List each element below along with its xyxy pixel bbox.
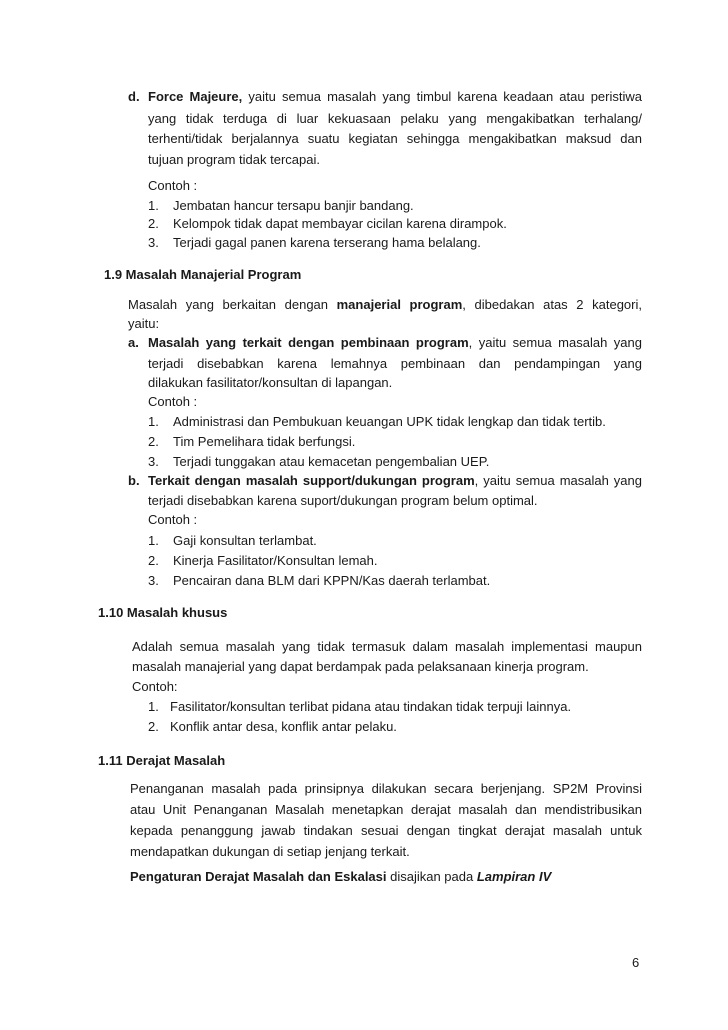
item-b-example-2: 2. Kinerja Fasilitator/Konsultan lemah. (148, 553, 378, 568)
item-a-line-3: dilakukan fasilitator/konsultan di lapangan. (148, 375, 393, 390)
item-a-example-3: 3. Terjadi tunggakan atau kemacetan pengembalian UEP. (148, 454, 490, 469)
section-1-10-example-1: 1. Fasilitator/konsultan terlibat pidana atau tindakan tidak terpuji lainnya. (148, 699, 572, 714)
item-b-example-label: Contoh : (148, 512, 198, 527)
item-a-example-1: 1. Administrasi dan Pembukuan keuangan UPK tidak lengkap dan tidak tertib. (148, 414, 606, 429)
item-d-line-4: tujuan program tidak tercapai. (148, 152, 320, 167)
section-1-10-example-label: Contoh: (132, 679, 178, 694)
section-1-9-intro-line-1: Masalah yang berkaitan dengan manajerial program, dibedakan atas 2 kategori, (128, 297, 642, 312)
item-d-example-2: 2. Kelompok tidak dapat membayar cicilan karena dirampok. (148, 216, 507, 231)
section-1-10-example-2: 2. Konflik antar desa, konflik antar pelaku. (148, 719, 397, 734)
item-b-line-1: Terkait dengan masalah support/dukungan program, yaitu semua masalah yang (148, 473, 642, 488)
item-b-marker: b. (128, 473, 140, 488)
item-a-example-label: Contoh : (148, 394, 198, 409)
section-1-11-line-1: Penanganan masalah pada prinsipnya dilakukan secara berjenjang. SP2M Provinsi (130, 781, 642, 796)
item-d-line-3: terhenti/tidak berjalannya suatu kegiatan sehingga mengakibatkan maksud dan (148, 131, 642, 146)
item-d-example-1: 1. Jembatan hancur tersapu banjir bandang. (148, 198, 414, 213)
item-b-example-3: 3. Pencairan dana BLM dari KPPN/Kas daerah terlambat. (148, 573, 491, 588)
item-d-line-2: yang tidak terduga di luar kekuasaan pelaku yang mengakibatkan terhalang/ (148, 111, 642, 126)
item-b-term: Terkait dengan masalah support/dukungan program (148, 473, 475, 488)
item-a-line-2: terjadi disebabkan karena lemahnya pembinaan dan pendampingan yang (148, 356, 642, 371)
item-d-marker: d. (128, 89, 140, 104)
section-1-10-line-1: Adalah semua masalah yang tidak termasuk dalam masalah implementasi maupun (132, 639, 642, 654)
item-b-line-2: terjadi disebabkan karena suport/dukungan program belum optimal. (148, 493, 538, 508)
section-1-9-intro-line-2: yaitu: (128, 316, 160, 331)
section-1-11-line-3: kepada penanggung jawab tindakan sesuai dengan tingkat derajat masalah untuk (130, 823, 642, 838)
item-b-example-1: 1. Gaji konsultan terlambat. (148, 533, 317, 548)
item-d-line-1: Force Majeure, yaitu semua masalah yang timbul karena keadaan atau peristiwa (148, 89, 642, 104)
section-1-11-line-4: mendapatkan dukungan di setiap jenjang terkait. (130, 844, 410, 859)
section-1-11-heading: 1.11 Derajat Masalah (98, 753, 226, 768)
item-d-example-3: 3. Terjadi gagal panen karena terserang hama belalang. (148, 235, 481, 250)
section-1-10-heading: 1.10 Masalah khusus (98, 605, 228, 620)
item-a-marker: a. (128, 335, 139, 350)
section-1-10-line-2: masalah manajerial yang dapat berdampak pada pelaksanaan kinerja program. (132, 659, 589, 674)
item-a-term: Masalah yang terkait dengan pembinaan program (148, 335, 469, 350)
force-majeure-term: Force Majeure, (148, 89, 243, 104)
lampiran-reference: Pengaturan Derajat Masalah dan Eskalasi disajikan pada Lampiran IV (130, 869, 552, 884)
section-1-9-heading: 1.9 Masalah Manajerial Program (104, 267, 302, 282)
page-number: 6 (632, 955, 640, 970)
section-1-11-line-2: atau Unit Penanganan Masalah menetapkan derajat masalah dan mendistribusikan (130, 802, 642, 817)
item-d-example-label: Contoh : (148, 178, 198, 193)
item-a-line-1: Masalah yang terkait dengan pembinaan program, yaitu semua masalah yang (148, 335, 642, 350)
item-a-example-2: 2. Tim Pemelihara tidak berfungsi. (148, 434, 356, 449)
